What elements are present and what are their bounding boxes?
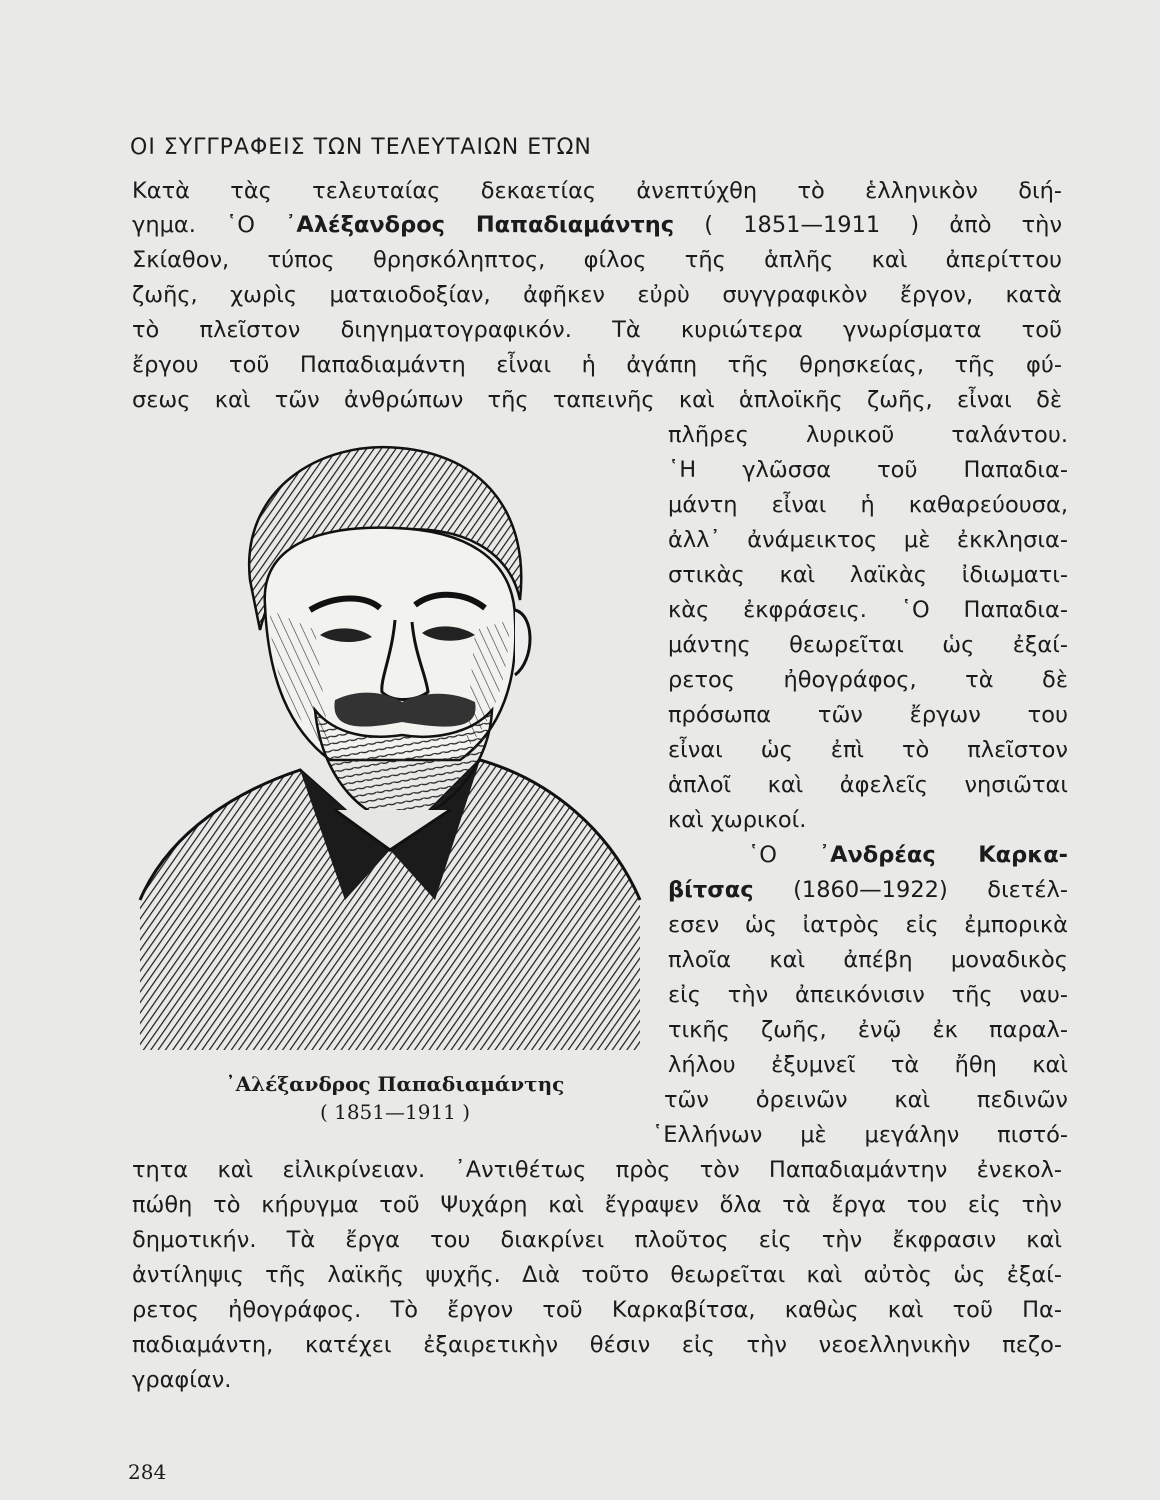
text-line: δημοτικήν. Τὰ ἔργα του διακρίνει πλοῦτος εἰς τὴν ἔκφρασιν καὶ (132, 1227, 1062, 1253)
text-line: μάντης θεωρεῖται ὡς ἐξαί- (668, 632, 1068, 658)
author-name-papadiamantis: ᾿Αλέξανδρος Παπαδιαμάντης (285, 212, 675, 238)
text-line: ἔργου τοῦ Παπαδιαμάντη εἶναι ἡ ἀγάπη τῆς θρησκείας, τῆς φύ- (132, 352, 1062, 378)
text-line: βίτσας (1860—1922) διετέλ- (668, 877, 1068, 903)
text-line: τὸ πλεῖστον διηγηματογραφικόν. Τὰ κυριώτερα γνωρίσματα τοῦ (132, 317, 1062, 343)
text-line: καὶ χωρικοί. (668, 807, 807, 833)
text-line: κὰς ἐκφράσεις. ῾Ο Παπαδια- (668, 597, 1068, 623)
text-line: πώθη τὸ κήρυγμα τοῦ Ψυχάρη καὶ ἔγραψεν ὅλα τὰ ἔργα του εἰς τὴν (132, 1192, 1062, 1218)
text-line: τῶν ὀρεινῶν καὶ πεδινῶν (664, 1087, 1068, 1113)
text-line: πρόσωπα τῶν ἔργων του (668, 702, 1068, 728)
text-line: ἁπλοῖ καὶ ἀφελεῖς νησιῶται (668, 772, 1068, 798)
text-line: γραφίαν. (132, 1367, 232, 1393)
text-line: σεως καὶ τῶν ἀνθρώπων τῆς ταπεινῆς καὶ ἁπλοϊκῆς ζωῆς, εἶναι δὲ (132, 387, 1062, 413)
text-line: ρετος ἠθογράφος, τὰ δὲ (668, 667, 1068, 693)
text-line: ἀντίληψις τῆς λαϊκῆς ψυχῆς. Διὰ τοῦτο θεωρεῖται καὶ αὐτὸς ὡς ἐξαί- (132, 1262, 1062, 1288)
page-heading: ΟΙ ΣΥΓΓΡΑΦΕΙΣ ΤΩΝ ΤΕΛΕΥΤΑΙΩΝ ΕΤΩΝ (130, 135, 592, 160)
portrait-caption-name: ᾿Αλέξανδρος Παπαδιαμάντης (225, 1072, 565, 1096)
text-line: εἰς τὴν ἀπεικόνισιν τῆς ναυ- (668, 982, 1068, 1008)
text-line: Σκίαθον, τύπος θρησκόληπτος, φίλος τῆς ἁπλῆς καὶ ἀπερίττου (132, 247, 1062, 273)
author-name-karkavitsas: ᾿Ανδρέας Καρκα- (818, 842, 1068, 868)
text-line: γημα. ῾Ο ᾿Αλέξανδρος Παπαδιαμάντης ( 1851—1911 ) ἀπὸ τὴν (132, 212, 1063, 238)
page-number: 284 (128, 1460, 167, 1484)
text-line: ῾Ελλήνων μὲ μεγάλην πιστό- (652, 1122, 1068, 1148)
text-line: ἀλλ᾿ ἀνάμεικτος μὲ ἐκκλησια- (668, 527, 1068, 553)
text-line: ῾Η γλῶσσα τοῦ Παπαδια- (668, 457, 1068, 483)
text-line: στικὰς καὶ λαϊκὰς ἰδιωματι- (668, 562, 1068, 588)
portrait-engraving (130, 430, 650, 1060)
text-line: τικῆς ζωῆς, ἐνῷ ἐκ παραλ- (668, 1017, 1068, 1043)
text-line: ζωῆς, χωρὶς ματαιοδοξίαν, ἀφῆκεν εὐρὺ συγγραφικὸν ἔργον, κατὰ (132, 282, 1062, 308)
text-line: ῾Ο ᾿Ανδρέας Καρκα- (748, 842, 1068, 868)
text-line: παδιαμάντη, κατέχει ἐξαιρετικὴν θέσιν εἰς τὴν νεοελληνικὴν πεζο- (132, 1332, 1062, 1358)
text-line: μάντη εἶναι ἡ καθαρεύουσα, (668, 492, 1068, 518)
text-line: τητα καὶ εἰλικρίνειαν. ᾿Αντιθέτως πρὸς τὸν Παπαδιαμάντην ἐνεκολ- (132, 1157, 1062, 1183)
portrait-caption-years: ( 1851—1911 ) (319, 1100, 471, 1124)
text-line: εσεν ὡς ἰατρὸς εἰς ἐμπορικὰ (668, 912, 1068, 938)
text-line: λήλου ἐξυμνεῖ τὰ ἤθη καὶ (668, 1052, 1068, 1078)
text-line: ρετος ἠθογράφος. Τὸ ἔργον τοῦ Καρκαβίτσα, καθὼς καὶ τοῦ Πα- (132, 1297, 1062, 1323)
text-line: πλοῖα καὶ ἀπέβη μοναδικὸς (668, 947, 1068, 973)
text-line: Κατὰ τὰς τελευταίας δεκαετίας ἀνεπτύχθη τὸ ἑλληνικὸν διή- (132, 178, 1062, 204)
text-line: εἶναι ὡς ἐπὶ τὸ πλεῖστον (668, 737, 1068, 763)
text-line: πλῆρες λυρικοῦ ταλάντου. (668, 422, 1068, 448)
